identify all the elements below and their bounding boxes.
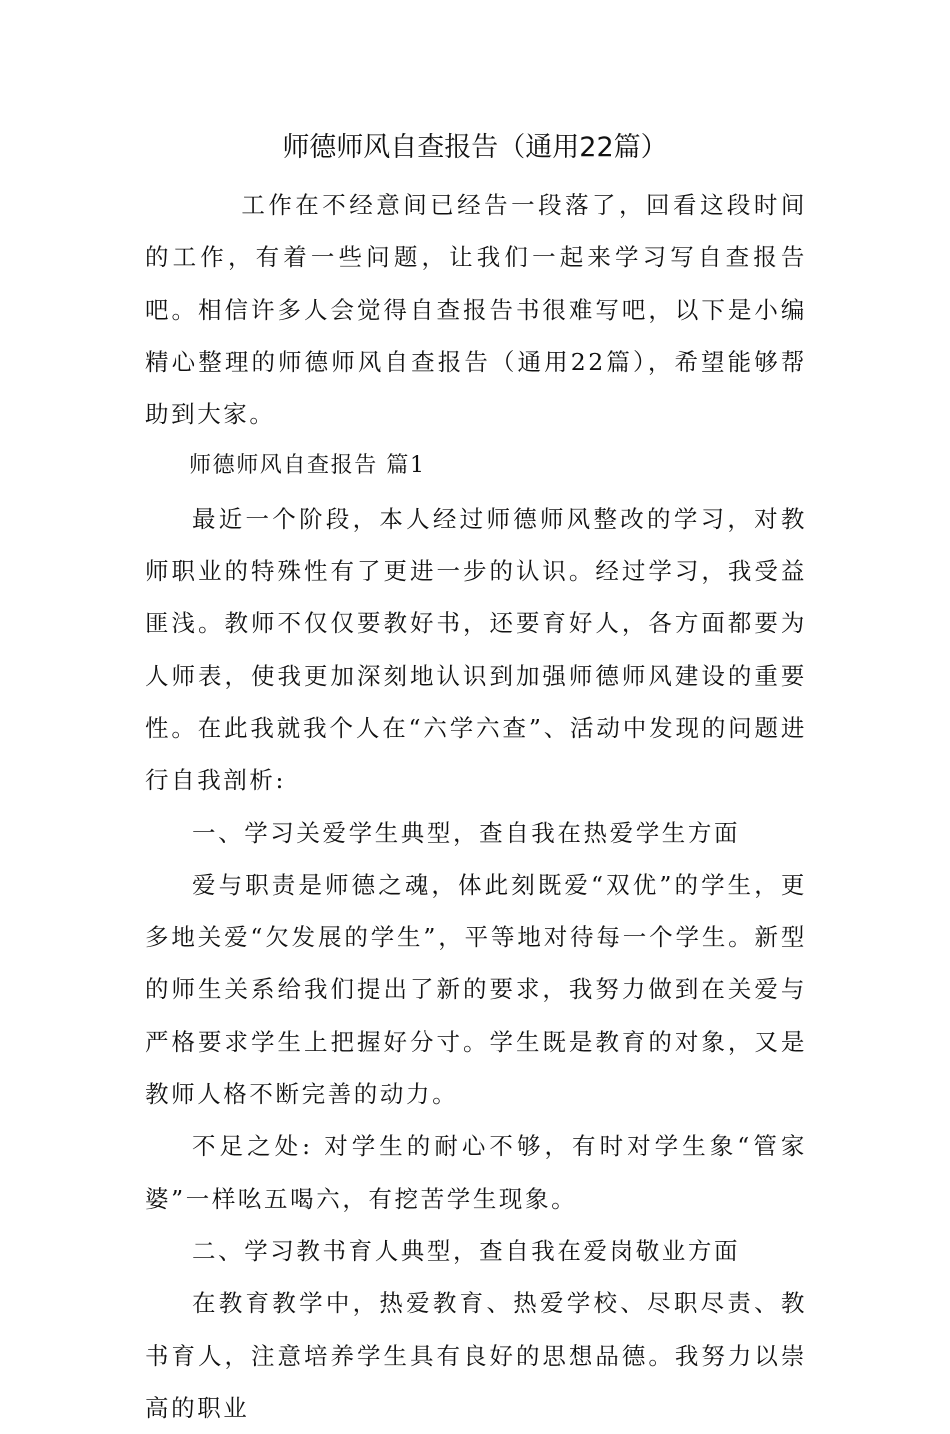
subsection-heading: 一、学习关爱学生典型，查自我在热爱学生方面: [192, 818, 741, 847]
body-paragraph: 不足之处: 对学生的耐心不够，有时对学生象“管家婆”一样吆五喝六，有挖苦学生现象。: [145, 1132, 807, 1213]
document-title: 师德师风自查报告（通用22篇）: [282, 132, 668, 163]
body-paragraph: 爱与职责是师德之魂，体此刻既爱“双优”的学生，更多地关爱“欠发展的学生”，平等地对待每一个学生。新型的师生关系给我们提出了新的要求，我努力做到在关爱与严格要求学生上把握好分寸。学生既是教育的对象，又是教师人格不断完善的动力。: [145, 870, 807, 1109]
document-body: [145, 179, 807, 1434]
subsection-heading: 二、学习教书育人典型，查自我在爱岗敬业方面: [192, 1236, 741, 1265]
section-heading: 师德师风自查报告 篇1: [189, 453, 426, 479]
body-paragraph: 最近一个阶段，本人经过师德师风整改的学习，对教师职业的特殊性有了更进一步的认识。经过学习，我受益匪浅。教师不仅仅要教好书，还要育好人，各方面都要为人师表，使我更加深刻地认识到加强师德师风建设的重要性。在此我就我个人在“六学六查”、活动中发现的问题进行自我剖析:: [145, 504, 807, 795]
intro-paragraph: 工作在不经意间已经告一段落了，回看这段时间的工作，有着一些问题，让我们一起来学习写自查报告吧。相信许多人会觉得自查报告书很难写吧，以下是小编精心整理的师德师风自查报告（通用22篇），希望能够帮助到大家。: [145, 191, 807, 429]
body-paragraph: 在教育教学中，热爱教育、热爱学校、尽职尽责、教书育人，注意培养学生具有良好的思想品德。我努力以崇高的职业: [145, 1289, 807, 1422]
